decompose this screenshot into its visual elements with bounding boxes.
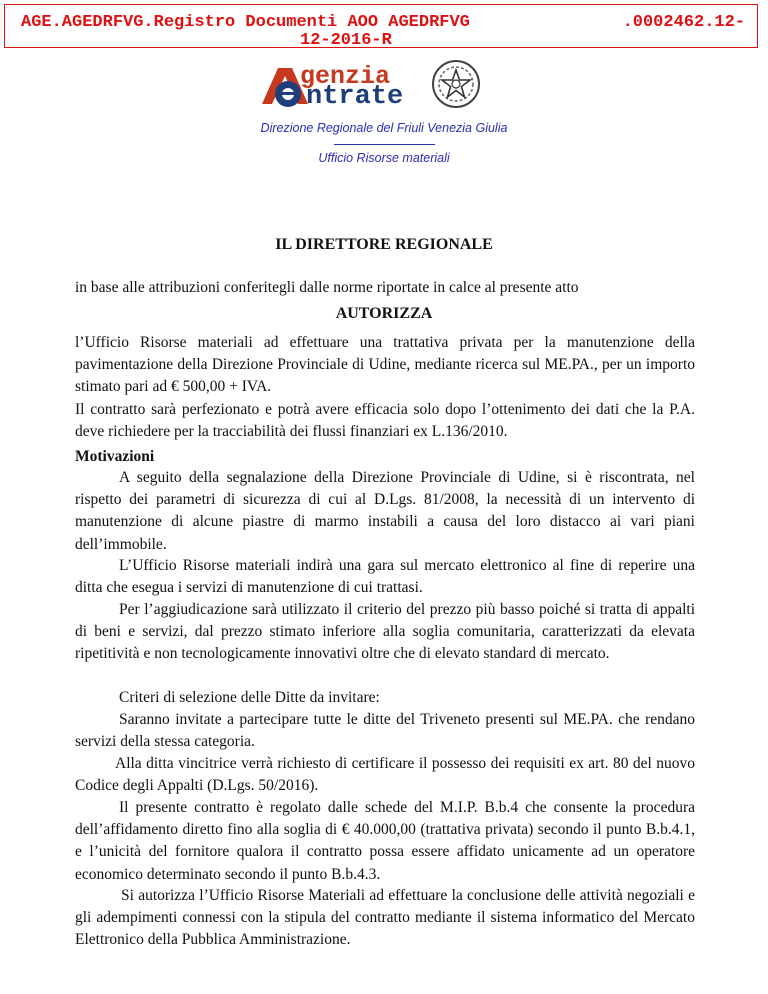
motivation-paragraph-5: Alla ditta vincitrice verrà richiesto di certificare il possesso dei requisiti ex art. 80 del nuovo Codice degli Appalti (D.Lgs. 50/2016). xyxy=(75,755,695,795)
motivation-paragraph-6: Il presente contratto è regolato dalle schede del M.I.P. B.b.4 che consente la procedura dell’affidamento diretto fino alla soglia di € 40.000,00 (trattativa privata) secondo il punto B.b.4.1, e l’unicità del fornitore qualora il contratto possa essere affidato unicamente ad un operatore economico determinato secondo il punto B.b.4.3. xyxy=(75,799,695,883)
italian-republic-emblem-icon xyxy=(430,58,482,110)
motivation-paragraph-2: L’Ufficio Risorse materiali indirà una gara sul mercato elettronico al fine di reperire una ditta che esegua i servizi di manutenzione di cui trattasi. xyxy=(75,557,695,597)
stamp-registry-line: AGE.AGEDRFVG.Registro Documenti AOO AGEDRFVG xyxy=(21,13,470,32)
regional-directorate-label: Direzione Regionale del Friuli Venezia Giulia xyxy=(260,121,508,135)
office-label: Ufficio Risorse materiali xyxy=(318,151,450,165)
stamp-date-line: 12-2016-R xyxy=(300,31,392,50)
selection-criteria-label: Criteri di selezione delle Ditte da invitare: xyxy=(119,689,380,706)
header-divider xyxy=(334,144,435,145)
protocol-stamp xyxy=(4,4,758,48)
intro-text: in base alle attribuzioni conferitegli dalle norme riportate in calce al presente atto xyxy=(75,279,579,296)
motivation-paragraph-4: Saranno invitate a partecipare tutte le ditte del Triveneto presenti sul ME.PA. che rendano servizi della stessa categoria. xyxy=(75,711,695,751)
logo-word-entrate: ntrate xyxy=(306,82,404,112)
motivation-paragraph-7: Si autorizza l’Ufficio Risorse Materiali ad effettuare la conclusione delle attività negoziali e gli adempimenti connessi con la stipula del contratto mediante il sistema informatico del Mercato Elettronico della Pubblica Amministrazione. xyxy=(75,887,695,949)
document-title: IL DIRETTORE REGIONALE xyxy=(275,236,493,253)
autorizza-heading: AUTORIZZA xyxy=(335,305,433,322)
stamp-protocol-number: .0002462.12- xyxy=(622,13,745,32)
contract-condition-paragraph: Il contratto sarà perfezionato e potrà avere efficacia solo dopo l’ottenimento dei dati che la P.A. deve richiedere per la tracciabilità dei flussi finanziari ex L.136/2010. xyxy=(75,401,695,441)
motivation-paragraph-3: Per l’aggiudicazione sarà utilizzato il criterio del prezzo più basso poiché si tratta di appalti di beni e servizi, dal prezzo stimato inferiore alla soglia comunitaria, caratterizzati da elevata ripetitività e non tecnologicamente innovativi oltre che di elevato standard di mercato. xyxy=(75,601,695,663)
logo-word-agenzia: genzia xyxy=(300,62,391,91)
motivation-paragraph-1: A seguito della segnalazione della Direzione Provinciale di Udine, si è riscontrata, nel rispetto dei parametri di sicurezza di cui al D.Lgs. 81/2008, la necessità di un intervento di manutenzione di alcune piastre di marmo instabili a causa del loro distacco ai vari piani dell’immobile. xyxy=(75,469,695,553)
motivazioni-heading: Motivazioni xyxy=(75,448,155,465)
authorization-paragraph: l’Ufficio Risorse materiali ad effettuare una trattativa privata per la manutenzione della pavimentazione della Direzione Provinciale di Udine, mediante ricerca sul ME.PA., per un importo stimato pari ad € 500,00 + IVA. xyxy=(75,334,695,396)
agenzia-entrate-logo xyxy=(258,58,508,114)
